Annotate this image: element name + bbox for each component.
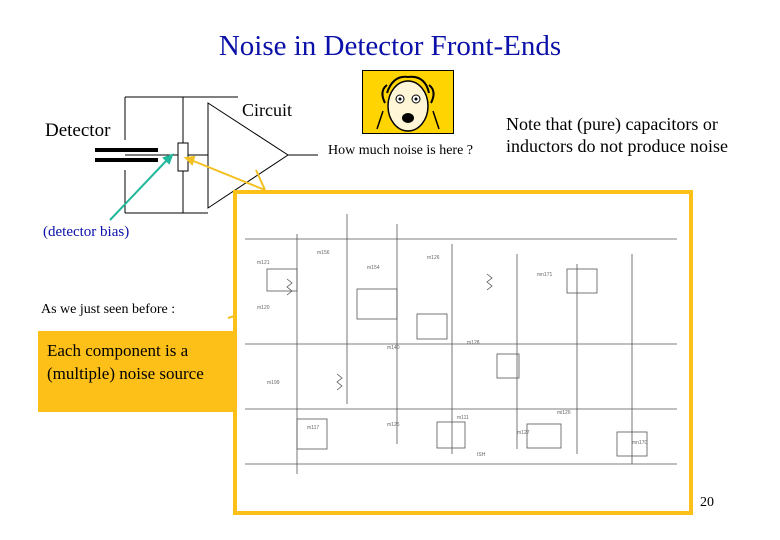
noise-source-callout: Each component is a (multiple) noise source [38,331,234,412]
svg-text:mn171: mn171 [537,272,553,278]
svg-text:m128: m128 [467,340,480,346]
page-number: 20 [700,495,714,510]
svg-text:m121: m121 [257,260,270,266]
svg-text:mn170: mn170 [632,440,648,446]
svg-text:m120: m120 [257,305,270,311]
slide-title: Noise in Detector Front-Ends [218,30,562,62]
svg-text:m117: m117 [307,425,320,431]
svg-text:m154: m154 [367,265,380,271]
svg-text:ISH: ISH [477,452,486,458]
svg-text:m140: m140 [387,345,400,351]
svg-text:m111: m111 [457,415,469,421]
circuit-label: Circuit [242,100,292,120]
svg-text:m199: m199 [267,380,280,386]
noise-question: How much noise is here ? [328,143,474,158]
svg-text:mi126: mi126 [557,410,571,416]
screaming-face-icon [362,70,454,134]
detector-label: Detector [45,120,111,141]
svg-text:m126: m126 [427,255,440,261]
schematic-drawing [237,194,689,511]
svg-text:m156: m156 [317,250,330,256]
note-text: Note that (pure) capacitors or inductors do not produce noise [506,114,728,156]
svg-text:m127: m127 [517,430,530,436]
teal-arrows [110,155,172,220]
schematic-image [233,190,693,515]
detector-bias-label: (detector bias) [43,224,130,240]
seen-before-text: As we just seen before : [41,302,176,317]
svg-text:m125: m125 [387,422,400,428]
